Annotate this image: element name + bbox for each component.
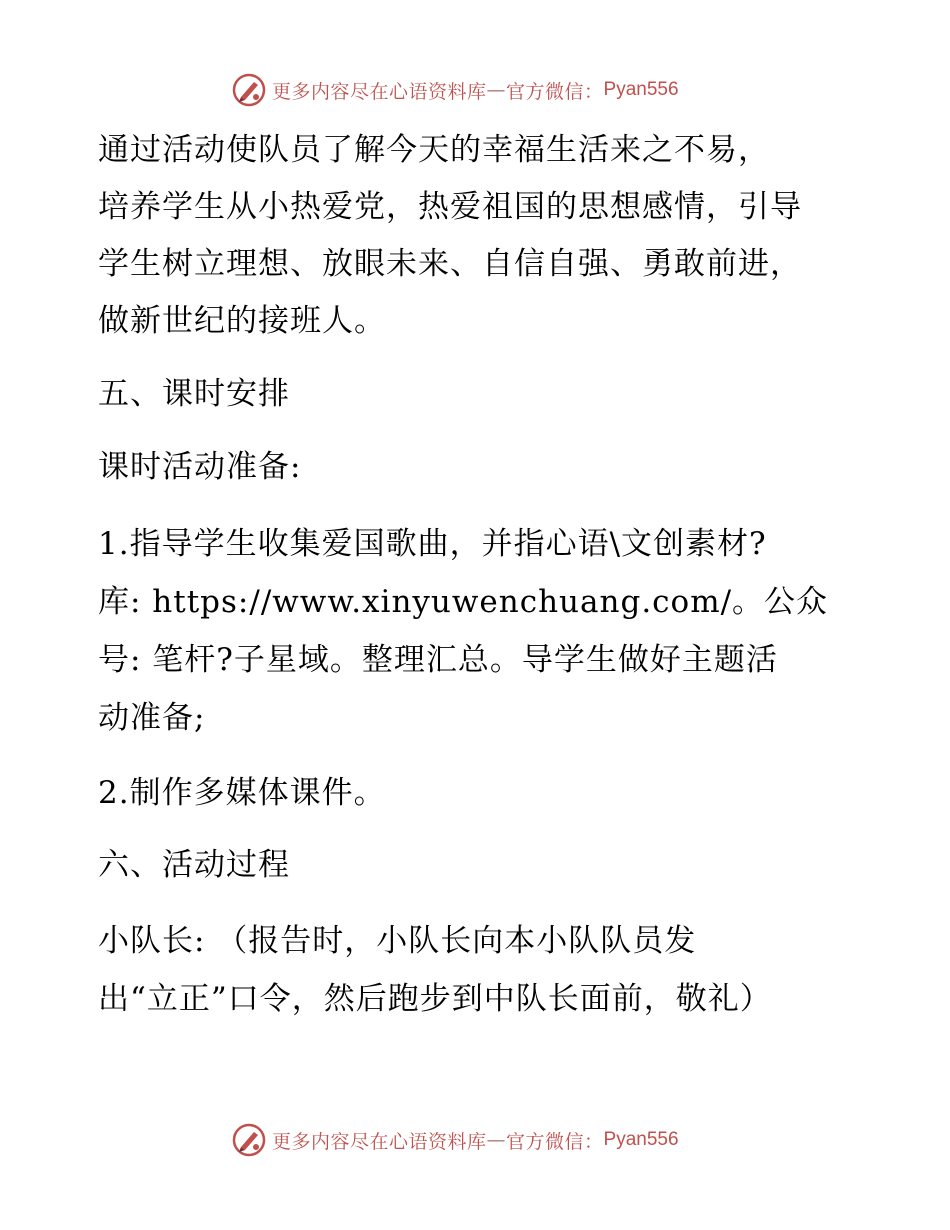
body-line: 号: 笔杆?子星域。整理汇总。导学生做好主题活	[98, 642, 778, 678]
body-line: 小队长: （报告时，小队长向本小队队员发	[98, 923, 697, 959]
footer-banner	[232, 1122, 679, 1158]
banner-dash: —	[486, 1129, 507, 1151]
section-heading-schedule: 五、课时安排	[98, 376, 290, 412]
banner-wechat-id: Pyan556	[603, 79, 679, 100]
body-line: 培养学生从小热爱党，热爱祖国的思想感情，引导	[98, 189, 802, 225]
section-heading-process: 六、活动过程	[98, 847, 290, 883]
body-line: 2.制作多媒体课件。	[98, 775, 386, 811]
subheading-preparation: 课时活动准备:	[98, 449, 302, 485]
body-line: 库: https://www.xinyuwenchuang.com/。公众	[98, 584, 829, 620]
body-line: 通过活动使队员了解今天的幸福生活来之不易，	[98, 132, 770, 168]
banner-official-label: 官方微信：	[506, 1130, 604, 1153]
body-line: 动准备;	[98, 700, 206, 736]
body-line: 学生树立理想、放眼未来、自信自强、勇敢前进，	[98, 246, 802, 282]
banner-brand-text: 更多内容尽在心语资料库	[272, 80, 487, 103]
pen-logo-icon	[232, 1123, 266, 1157]
banner-official-label: 官方微信：	[506, 80, 604, 103]
header-banner	[232, 72, 679, 108]
body-line: 出“立正”口令，然后跑步到中队长面前，敬礼）	[98, 981, 772, 1017]
banner-brand-text: 更多内容尽在心语资料库	[272, 1130, 487, 1153]
body-line: 1.指导学生收集爱国歌曲，并指心语\文创素材?	[98, 526, 767, 562]
banner-dash: —	[486, 79, 507, 101]
body-line: 做新世纪的接班人。	[98, 303, 386, 339]
pen-logo-icon	[232, 73, 266, 107]
banner-wechat-id: Pyan556	[603, 1129, 679, 1150]
